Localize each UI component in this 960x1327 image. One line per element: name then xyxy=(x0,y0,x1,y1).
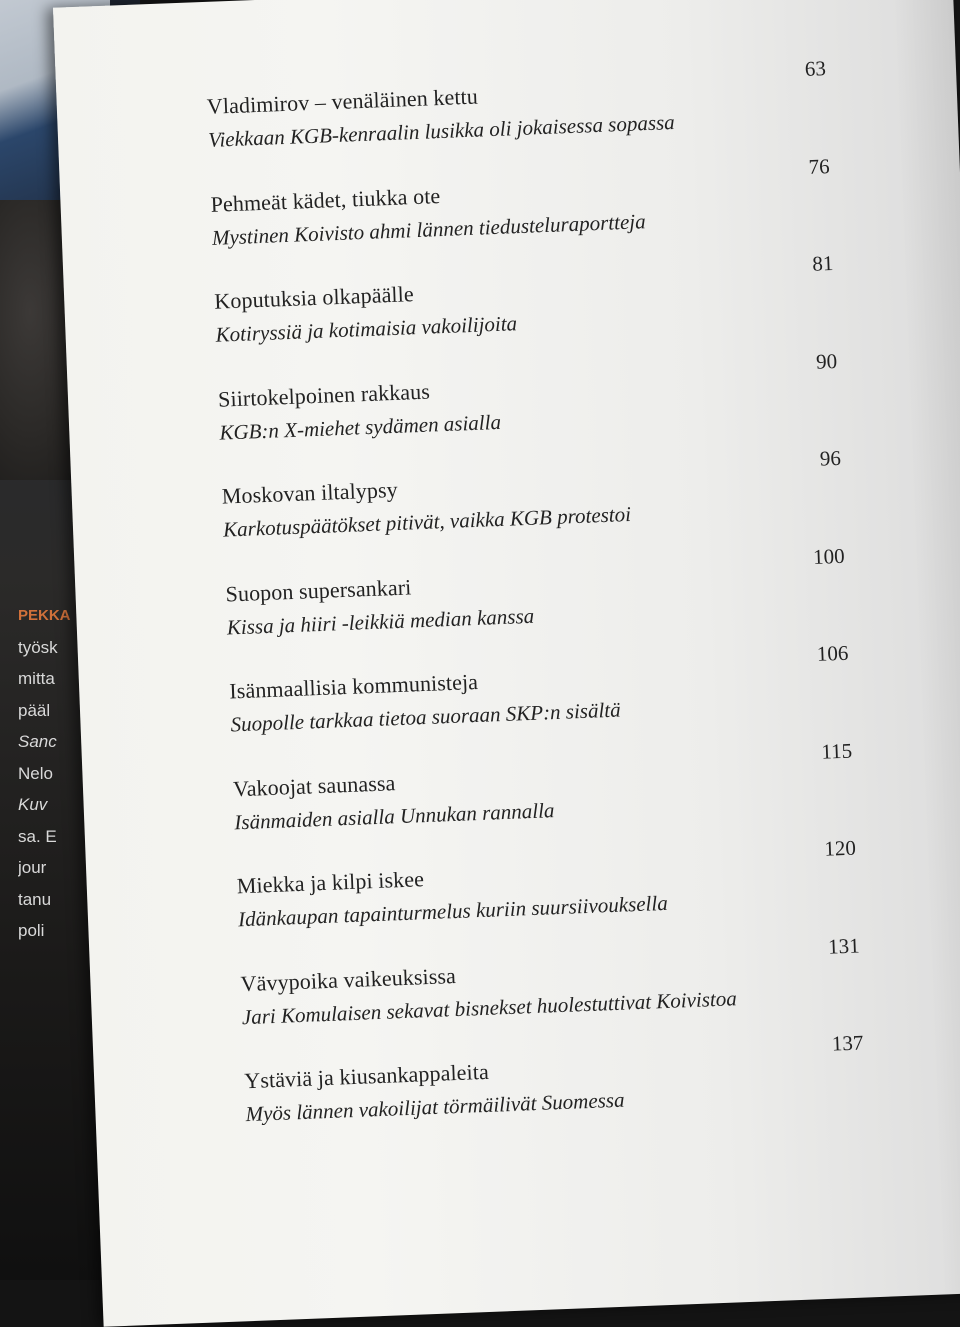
cover-text-line: jour xyxy=(18,858,47,877)
toc-chapter-title: Pehmeät kädet, tiukka ote xyxy=(210,182,441,217)
cover-text-line: Sanc xyxy=(18,732,57,751)
toc-chapter-title: Ystäviä ja kiusankappaleita xyxy=(243,1058,490,1094)
toc-chapter-subtitle: Mystinen Koivisto ahmi lännen tiedusteluraportteja xyxy=(211,208,647,250)
toc-chapter-subtitle: Kotiryssiä ja kotimaisia vakoilijoita xyxy=(215,311,518,347)
toc-page-number: 120 xyxy=(823,835,857,861)
toc-page-number: 96 xyxy=(819,445,842,471)
toc-chapter-subtitle: KGB:n X-miehet sydämen asialla xyxy=(218,409,502,445)
cover-text-line: työsk xyxy=(18,637,58,657)
toc-chapter-subtitle: Kissa ja hiiri -leikkiä median kanssa xyxy=(226,603,535,640)
cover-text-line: sa. E xyxy=(18,826,57,846)
toc-chapter-title: Suopon supersankari xyxy=(225,573,412,607)
toc-chapter-subtitle: Myös lännen vakoilijat törmäilivät Suomessa xyxy=(245,1087,625,1127)
toc-chapter-title: Isänmaallisia kommunisteja xyxy=(228,668,479,704)
toc-chapter-subtitle: Idänkaupan tapainturmelus kuriin suursiivouksella xyxy=(237,890,669,932)
toc-page-number: 63 xyxy=(804,56,827,81)
table-of-contents xyxy=(206,56,867,1152)
book-page xyxy=(53,0,960,1327)
cover-text-line: poli xyxy=(18,921,45,940)
cover-text-line: Kuv xyxy=(18,795,48,814)
page-shadow xyxy=(892,0,960,1295)
toc-chapter-title: Koputuksia olkapäälle xyxy=(213,281,415,314)
cover-text-line: mitta xyxy=(18,669,55,688)
toc-chapter-title: Vävypoika vaikeuksissa xyxy=(240,962,457,996)
toc-page-number: 115 xyxy=(820,738,853,764)
toc-page-number: 90 xyxy=(815,348,838,374)
cover-text-line: pääl xyxy=(18,700,51,720)
toc-page-number: 131 xyxy=(827,932,861,959)
cover-text-line: PEKKA xyxy=(18,607,71,624)
toc-chapter-subtitle: Karkotuspäätökset pitivät, vaikka KGB protestoi xyxy=(222,501,632,542)
toc-page-number: 100 xyxy=(812,543,846,569)
toc-chapter-title: Miekka ja kilpi iskee xyxy=(236,866,425,899)
toc-chapter-subtitle: Suopolle tarkkaa tietoa suoraan SKP:n sisältä xyxy=(230,697,622,737)
toc-chapter-title: Vladimirov – venäläinen kettu xyxy=(206,83,479,119)
toc-chapter-title: Vakoojat saunassa xyxy=(232,769,396,801)
cover-text-line: Nelo xyxy=(18,763,53,783)
toc-page-number: 81 xyxy=(811,251,834,276)
toc-chapter-subtitle: Isänmaiden asialla Unnukan rannalla xyxy=(233,797,555,834)
cover-text-line: tanu xyxy=(18,889,52,909)
toc-page-number: 106 xyxy=(816,640,849,666)
toc-page-number: 137 xyxy=(831,1030,864,1056)
toc-chapter-subtitle: Viekkaan KGB-kenraalin lusikka oli jokaisessa sopassa xyxy=(207,109,676,152)
toc-chapter-subtitle: Jari Komulaisen sekavat bisnekset huolestuttivat Koivistoa xyxy=(241,985,738,1029)
toc-chapter-title: Siirtokelpoinen rakkaus xyxy=(217,378,431,412)
toc-page-number: 76 xyxy=(808,153,831,179)
toc-chapter-title: Moskovan iltalypsy xyxy=(221,476,399,509)
